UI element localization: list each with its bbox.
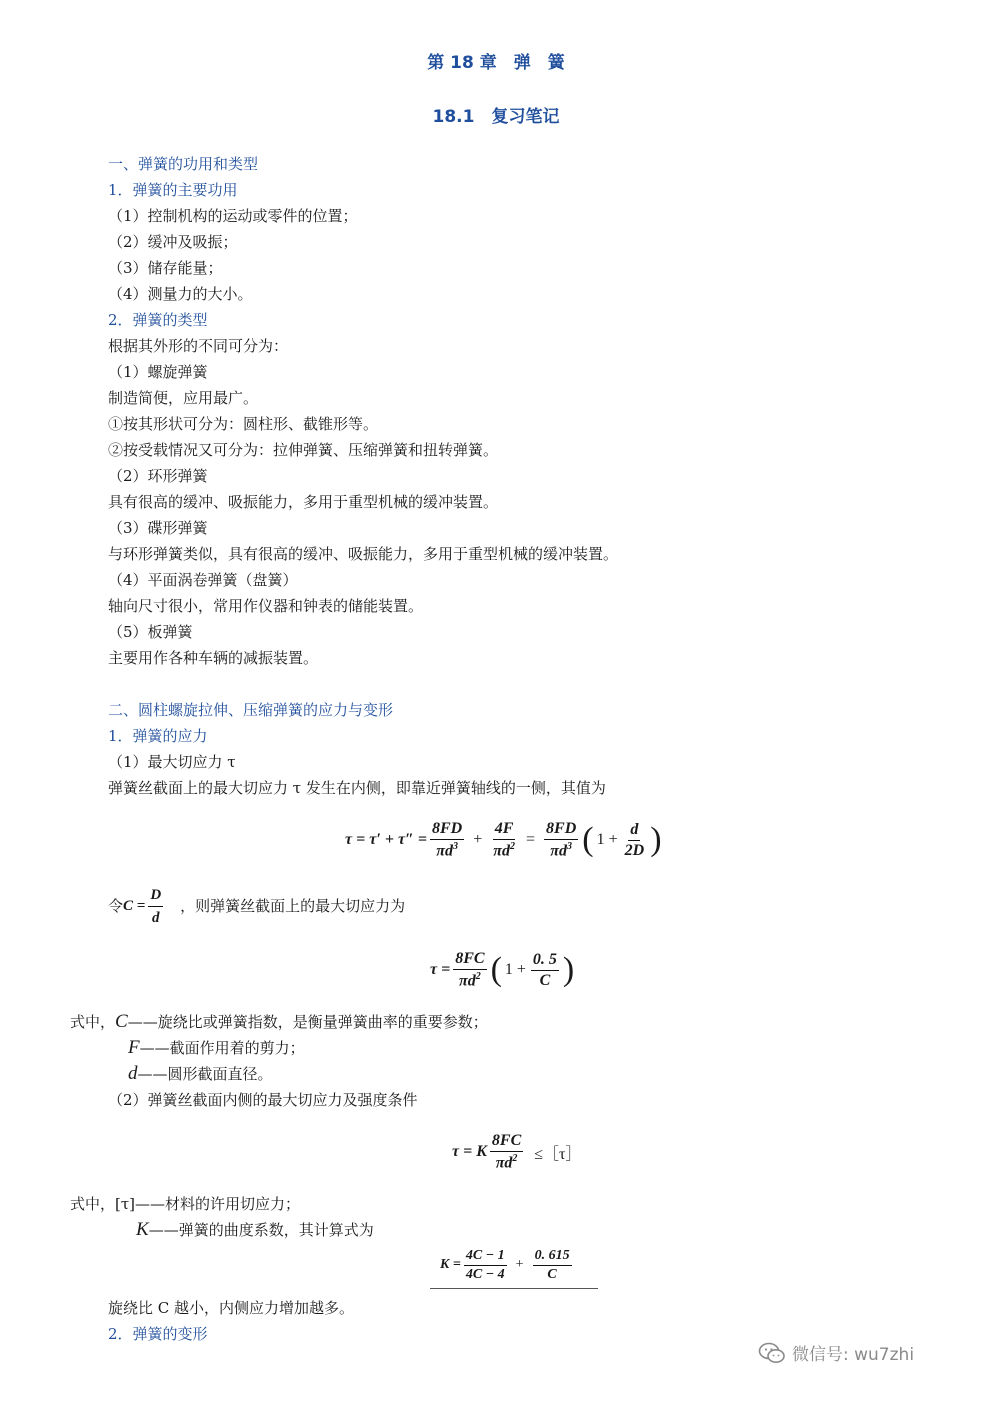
- where-clause-tau: 式中，[τ]——材料的许用切应力；: [70, 1195, 301, 1213]
- heading-1-2: 2．弹簧的类型: [108, 311, 208, 329]
- where-clause-d: d——圆形截面直径。: [128, 1063, 273, 1084]
- formula-spring-index: C = $\frac{D}{d}$: [123, 886, 162, 926]
- type-4-desc: 轴向尺寸很小，常用作仪器和钟表的储能装置。: [108, 597, 424, 615]
- fraction: $\frac{8FD}{\pi d^3}$: [546, 819, 577, 860]
- fraction: $\frac{0. 5}{C}$: [532, 950, 557, 989]
- type-1: （1）螺旋弹簧: [108, 363, 208, 381]
- where-clause-c: 式中，C——旋绕比或弹簧指数，是衡量弹簧曲率的重要参数；: [70, 1011, 488, 1032]
- type-1-desc: 制造简便，应用最广。: [108, 389, 259, 407]
- type-3-desc: 与环形弹簧类似，具有很高的缓冲、吸振能力，多用于重型机械的缓冲装置。: [108, 545, 619, 563]
- fraction: $\frac{4F}{\pi d^2}$: [493, 819, 515, 860]
- formula-max-shear-stress: τ = τ′ + τ″ = $\frac{8FD}{\pi d^3}$ + $\frac{4F}{\pi d^2}$ = $\frac{8FD}{\pi d^3}$ ( 1 + $\frac{d}{2D}$ ): [345, 819, 662, 860]
- fraction: $\frac{d}{2D}$: [624, 820, 645, 859]
- stress-item-1-desc: 弹簧丝截面上的最大切应力 τ 发生在内侧，即靠近弹簧轴线的一侧，其值为: [108, 779, 606, 797]
- wechat-icon: [758, 1342, 786, 1364]
- heading-1-1: 1．弹簧的主要功用: [108, 181, 238, 199]
- heading-2-2: 2．弹簧的变形: [108, 1325, 208, 1343]
- where-clause-k: K——弹簧的曲度系数，其计算式为: [136, 1219, 374, 1240]
- function-item-3: （3）储存能量；: [108, 259, 223, 277]
- type-2: （2）环形弹簧: [108, 467, 208, 485]
- type-intro: 根据其外形的不同可分为：: [108, 337, 289, 355]
- formula-strength-condition: τ = K $\frac{8FC}{\pi d^2}$ ≤［τ］: [452, 1131, 582, 1172]
- where-clause-f: F——截面作用着的剪力；: [128, 1037, 305, 1058]
- function-item-4: （4）测量力的大小。: [108, 285, 253, 303]
- type-1-shape: ①按其形状可分为：圆柱形、截锥形等。: [108, 415, 379, 433]
- fraction: $\frac{4C - 1}{4C - 4}$: [465, 1247, 505, 1282]
- formula-max-shear-stress-c: τ = $\frac{8FC}{\pi d^2}$ ( 1 + $\frac{0. 5}{C}$ ): [430, 949, 575, 990]
- type-4: （4）平面涡卷弹簧（盘簧）: [108, 571, 298, 589]
- function-item-1: （1）控制机构的运动或零件的位置；: [108, 207, 358, 225]
- fraction: $\frac{0. 615}{C}$: [534, 1247, 570, 1282]
- type-5-desc: 主要用作各种车辆的减振装置。: [108, 649, 319, 667]
- chapter-title: 第 18 章 弹 簧: [427, 53, 565, 73]
- formula-lhs: τ = τ′ + τ″ =: [345, 831, 427, 848]
- watermark: [758, 1340, 914, 1365]
- formula-underline: [430, 1288, 598, 1289]
- heading-2-1: 1．弹簧的应力: [108, 727, 208, 745]
- type-2-desc: 具有很高的缓冲、吸振能力，多用于重型机械的缓冲装置。: [108, 493, 499, 511]
- heading-2: 二、圆柱螺旋拉伸、压缩弹簧的应力与变形: [108, 701, 394, 719]
- stress-item-2: （2）弹簧丝截面内侧的最大切应力及强度条件: [108, 1091, 418, 1109]
- let-statement: 令 C = $\frac{D}{d}$ ，则弹簧丝截面上的最大切应力为: [108, 886, 406, 926]
- function-item-2: （2）缓冲及吸振；: [108, 233, 238, 251]
- spring-index-note: 旋绕比 C 越小，内侧应力增加越多。: [108, 1299, 355, 1317]
- fraction: $\frac{8FC}{\pi d^2}$: [455, 949, 485, 990]
- type-3: （3）碟形弹簧: [108, 519, 208, 537]
- formula-curvature-factor: K = $\frac{4C - 1}{4C - 4}$ + $\frac{0. 615}{C}$: [440, 1247, 570, 1282]
- stress-item-1: （1）最大切应力 τ: [108, 753, 236, 771]
- type-1-load: ②按受载情况又可分为：拉伸弹簧、压缩弹簧和扭转弹簧。: [108, 441, 499, 459]
- section-title: 18.1 复习笔记: [432, 107, 560, 127]
- heading-1: 一、弹簧的功用和类型: [108, 155, 259, 173]
- type-5: （5）板弹簧: [108, 623, 193, 641]
- watermark-text: 微信号: wu7zhi: [792, 1345, 915, 1365]
- fraction: $\frac{8FC}{\pi d^2}$: [491, 1131, 522, 1172]
- fraction: $\frac{8FD}{\pi d^3}$: [432, 819, 463, 860]
- fraction: $\frac{D}{d}$: [150, 886, 162, 926]
